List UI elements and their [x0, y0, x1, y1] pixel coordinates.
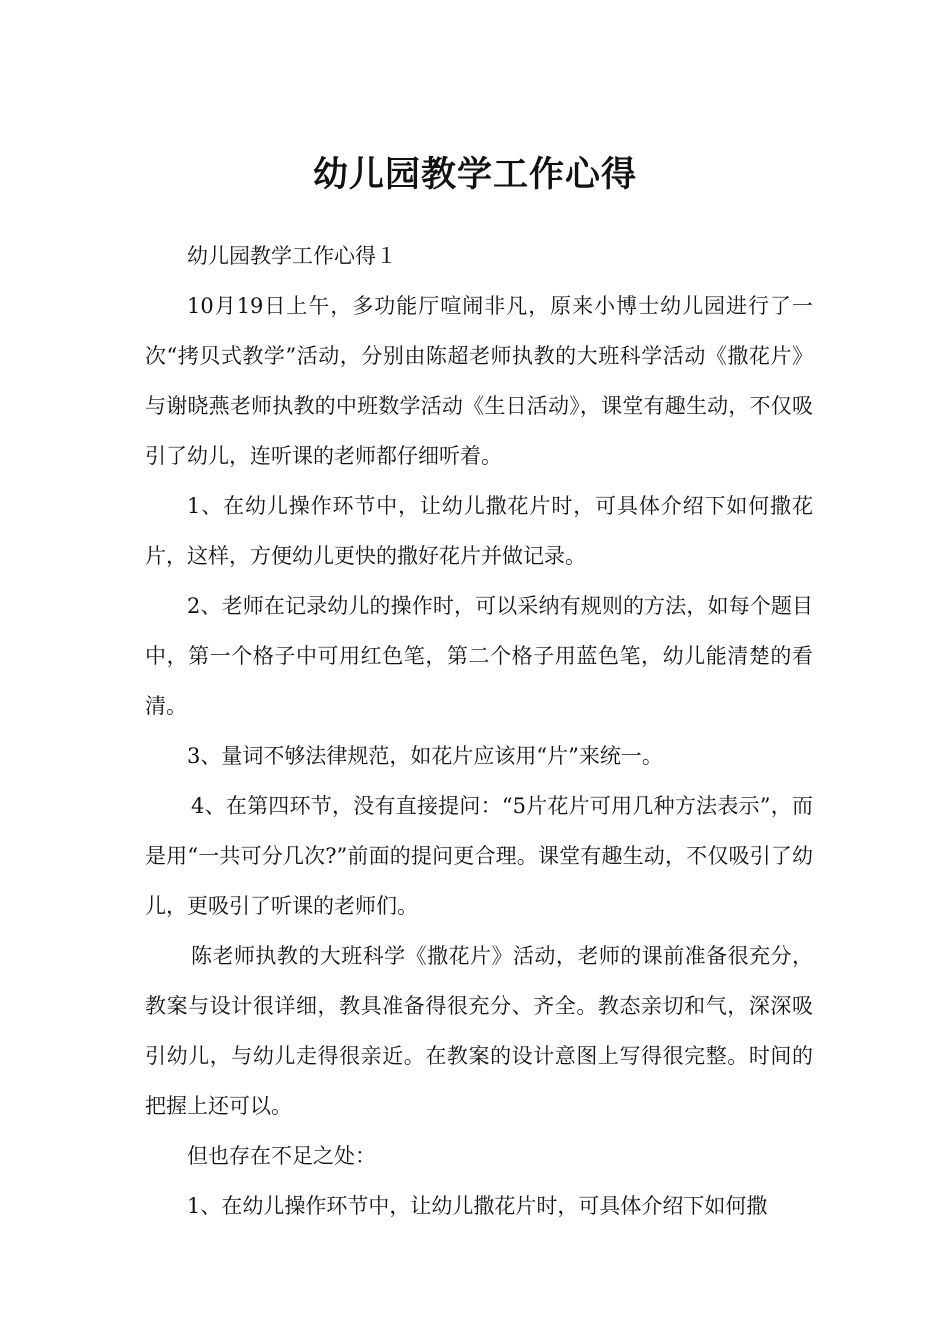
paragraph-point-3: 3、量词不够法律规范，如花片应该用“片”来统一。 [187, 744, 663, 768]
paragraph-shortcoming-1: 1、在幼儿操作环节中，让幼儿撒花片时，可具体介绍下如何撒 [187, 1194, 768, 1218]
document-title: 幼儿园教学工作心得 [312, 154, 637, 196]
paragraph-point-1: 1、在幼儿操作环节中，让幼儿撒花片时，可具体介绍下如何撒花片，这样，方便幼儿更快的撒好花片并做记录。 [145, 494, 813, 568]
paragraph-point-4: 4、在第四环节，没有直接提问：“5片花片可用几种方法表示”，而是用“一共可分几次?”前面的提问更合理。课堂有趣生动，不仅吸引了幼儿，更吸引了听课的老师们。 [145, 794, 813, 918]
paragraph-intro: 10月19日上午，多功能厅喧闹非凡，原来小博士幼儿园进行了一次“拷贝式教学”活动，分别由陈超老师执教的大班科学活动《撒花片》与谢晓燕老师执教的中班数学活动《生日活动》，课堂有趣生动，不仅吸引了幼儿，连听课的老师都仔细听着。 [145, 294, 813, 468]
document-body [145, 231, 813, 1231]
paragraph-evaluation: 陈老师执教的大班科学《撒花片》活动，老师的课前准备很充分，教案与设计很详细，教具准备得很充分、齐全。教态亲切和气，深深吸引幼儿，与幼儿走得很亲近。在教案的设计意图上写得很完整。时间的把握上还可以。 [145, 944, 813, 1118]
paragraph-shortcomings-heading: 但也存在不足之处： [187, 1144, 376, 1168]
paragraph-subtitle: 幼儿园教学工作心得１ [187, 244, 397, 268]
paragraph-point-2: 2、老师在记录幼儿的操作时，可以采纳有规则的方法，如每个题目中，第一个格子中可用红色笔，第二个格子用蓝色笔，幼儿能清楚的看清。 [145, 594, 813, 718]
